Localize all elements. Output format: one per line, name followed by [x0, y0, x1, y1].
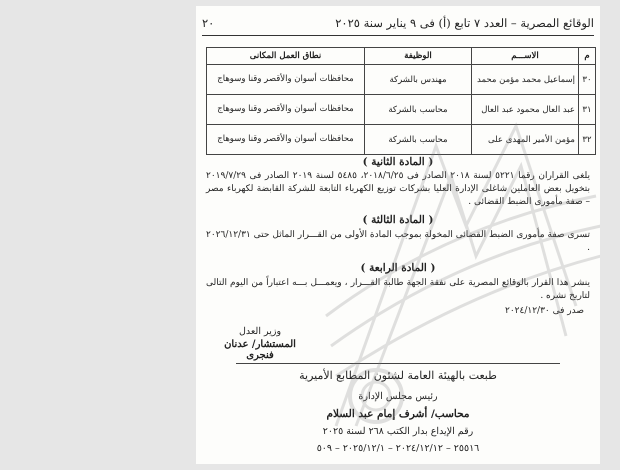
- appointees-table: [206, 47, 596, 155]
- table-row: [207, 125, 596, 155]
- table-row: [207, 95, 596, 125]
- row-area: محافظات أسوان والأقصر وقنا وسوهاج: [207, 125, 365, 155]
- article-3-title: ( المادة الثالثة ): [362, 214, 434, 226]
- row-number: ٣١: [579, 95, 596, 125]
- row-area: محافظات أسوان والأقصر وقنا وسوهاج: [207, 95, 365, 125]
- article-4-title: ( المادة الرابعة ): [360, 262, 436, 274]
- minister-signature: [210, 326, 310, 361]
- table-row: [207, 65, 596, 95]
- row-area: محافظات أسوان والأقصر وقنا وسوهاج: [207, 65, 365, 95]
- article-4-text: ينشر هذا القرار بالوقائع المصرية على نفقة الجهة طالبة القـــرار ، ويعمـــل بـــه اعتباراً من اليوم التالى لتاريخ نشره .: [206, 278, 590, 301]
- col-number: م: [579, 48, 596, 65]
- row-name: إسماعيل محمد مؤمن محمد: [472, 65, 579, 95]
- col-area: نطاق العمل المكانى: [207, 48, 365, 65]
- deposit-number: رقم الإيداع بدار الكتب ٢٦٨ لسنة ٢٠٢٥: [322, 426, 474, 437]
- row-job: محاسب بالشركة: [365, 125, 472, 155]
- issue-date: صدر فى ٢٠٢٤/١٢/٣٠: [505, 306, 584, 316]
- footer-rule: [236, 363, 560, 364]
- col-job: الوظيفة: [365, 48, 472, 65]
- gazette-page: [196, 6, 600, 464]
- page-header: [202, 12, 594, 34]
- row-job: مهندس بالشركة: [365, 65, 472, 95]
- article-2-text: يلغى القراران رقما ٥٢٢١ لسنة ٢٠١٨ الصادر فى ٢٠١٨/٦/٢٥، ٥٤٨٥ لسنة ٢٠١٩ الصادر فى ٢٠١٩/٧/٢٩ بتخويل بعض العاملين شاغلى الإدارة العليا بشركات توزيع الكهرباء التابعة للشركة القابضة لكهرباء مصر – صفة مأمورى الضبط القضائى .: [206, 171, 591, 207]
- row-name: مؤمن الأمير المهدى على: [472, 125, 579, 155]
- header-title: الوقائع المصرية – العدد ٧ تابع (أ) فى ٩ يناير سنة ٢٠٢٥: [335, 16, 594, 30]
- minister-title: وزير العدل: [238, 326, 282, 337]
- row-name: عبد العال محمود عبد العال: [472, 95, 579, 125]
- table-header-row: [207, 48, 596, 65]
- article-2-title: ( المادة الثانية ): [362, 156, 434, 168]
- print-code: ٢٥٥١٦ – ٢٠٢٤/١٢/١٢ – ٢٠٢٥/١٢/١ – ٥٠٩: [316, 443, 480, 454]
- page-number: ٢٠: [202, 16, 215, 30]
- col-name: الاســـم: [472, 48, 579, 65]
- article-3-text: تسرى صفة مأمورى الضبط القضائى المخولة بموجب المادة الأولى من القـــرار الماثل حتى ٢٠٢٦/١٢/٣١ .: [206, 230, 590, 253]
- row-number: ٣٢: [579, 125, 596, 155]
- printer-line: طبعت بالهيئة العامة لشئون المطابع الأميرية: [299, 369, 497, 382]
- chair-title: رئيس مجلس الإدارة: [358, 391, 438, 402]
- row-job: محاسب بالشركة: [365, 95, 472, 125]
- minister-name: المستشار/ عدنان فنجرى: [224, 339, 296, 361]
- row-number: ٣٠: [579, 65, 596, 95]
- chair-name: محاسب/ أشرف إمام عبد السلام: [326, 408, 470, 420]
- header-rule: [202, 35, 594, 36]
